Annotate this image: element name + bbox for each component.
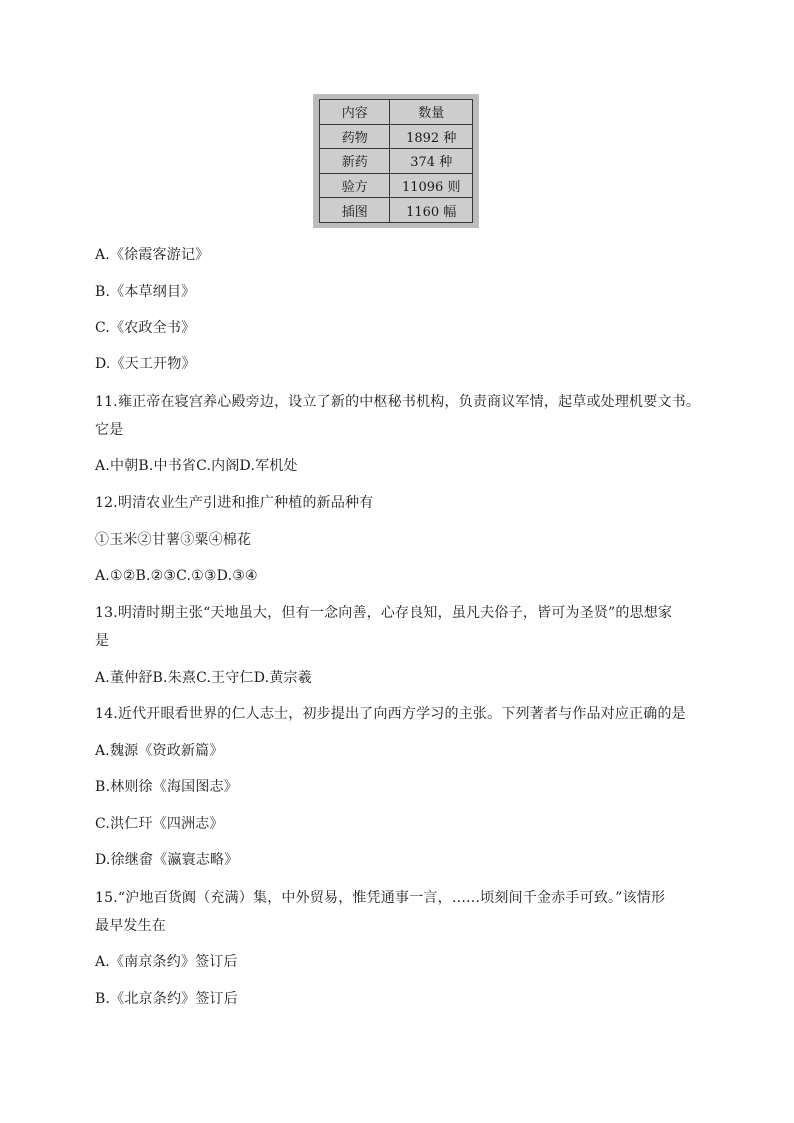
q12-options: A.①②B.②③C.①③D.③④	[95, 568, 258, 584]
table-row	[320, 173, 473, 198]
q12-items: ①玉米②甘薯③粟④棉花	[95, 532, 252, 548]
table-header-content: 内容	[320, 100, 390, 125]
q11-options: A.中朝B.中书省C.内阁D.军机处	[95, 458, 298, 474]
q14-option-b: B.林则徐《海国图志》	[95, 779, 238, 795]
q15-option-a: A.《南京条约》签订后	[95, 954, 238, 970]
q11-stem-line1: 11.雍正帝在寝宫养心殿旁边，设立了新的中枢秘书机构，负责商议军情，起草或处理机要文书。	[95, 394, 701, 410]
q13-stem-line2: 是	[95, 633, 110, 649]
q15-option-b: B.《北京条约》签订后	[95, 991, 238, 1007]
table-header-row	[320, 100, 473, 125]
table-cell: 插图	[320, 198, 390, 223]
q13-options: A.董仲舒B.朱熹C.王守仁D.黄宗羲	[95, 670, 312, 686]
q14-option-c: C.洪仁玕《四洲志》	[95, 816, 224, 832]
table-row	[320, 124, 473, 149]
q14-option-d: D.徐继畲《瀛寰志略》	[95, 852, 239, 868]
q14-option-a: A.魏源《资政新篇》	[95, 743, 224, 759]
q10-option-c: C.《农政全书》	[95, 320, 196, 336]
table-row	[320, 198, 473, 223]
table-cell: 药物	[320, 124, 390, 149]
herbal-statistics-table-image	[313, 94, 479, 228]
statistics-table	[319, 99, 473, 223]
q14-stem: 14.近代开眼看世界的仁人志士，初步提出了向西方学习的主张。下列著者与作品对应正确的是	[95, 706, 686, 722]
table-cell: 验方	[320, 173, 390, 198]
q15-stem-line1: 15.“沪地百货阗（充满）集，中外贸易，惟凭通事一言，……顷刻间千金赤手可致。”该情形	[95, 890, 666, 906]
table-cell: 1160 幅	[390, 198, 473, 223]
q10-option-b: B.《本草纲目》	[95, 284, 196, 300]
table-cell: 374 种	[390, 149, 473, 174]
table-row	[320, 149, 473, 174]
table-header-quantity: 数量	[390, 100, 473, 125]
q10-option-a: A.《徐霞客游记》	[95, 247, 210, 263]
q15-stem-line2: 最早发生在	[95, 918, 166, 934]
q10-option-d: D.《天工开物》	[95, 356, 196, 372]
q11-stem-line2: 它是	[95, 422, 124, 438]
q13-stem-line1: 13.明清时期主张“天地虽大，但有一念向善，心存良知，虽凡夫俗子，皆可为圣贤”的思想家	[95, 605, 673, 621]
table-cell: 11096 则	[390, 173, 473, 198]
table-cell: 1892 种	[390, 124, 473, 149]
q12-stem: 12.明清农业生产引进和推广种植的新品种有	[95, 495, 374, 511]
table-cell: 新药	[320, 149, 390, 174]
